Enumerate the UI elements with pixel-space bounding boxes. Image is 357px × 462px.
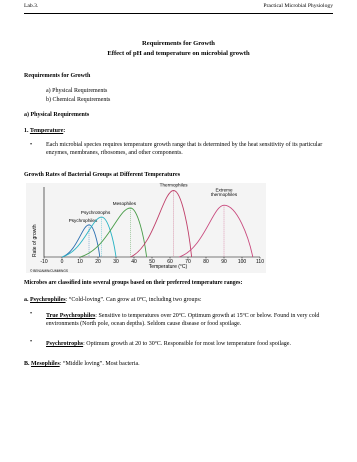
degree-sup: o — [178, 311, 181, 316]
psychrotrophs-text1: : Optimum growth at 20 to 30 — [83, 341, 155, 347]
physical-requirements-heading: a) Physical Requirements — [24, 112, 90, 118]
psychrophiles-unit: C, including two groups: — [141, 297, 202, 303]
x-tick-label: 40 — [131, 259, 137, 265]
classification-intro: Microbes are classified into several groups based on their preferred temperature ranges: — [24, 280, 243, 286]
header-lab-number: Lab.3. — [24, 3, 39, 9]
header-course-title: Practical Microbial Physiology — [263, 3, 333, 9]
x-tick-label: 0 — [60, 259, 64, 265]
x-tick-label: 10 — [77, 259, 83, 265]
true-psychrophiles-label: True Psychrophiles — [46, 313, 96, 319]
x-tick-label: 80 — [203, 259, 209, 265]
psychrotrophs-text2: C. Responsible for most low temperature food spoilage. — [156, 341, 291, 347]
temperature-label: Temperature — [29, 128, 64, 134]
psychrophiles-line — [24, 294, 202, 304]
x-axis-label: Temperature (°C) — [148, 264, 188, 270]
x-tick-label: 70 — [185, 259, 191, 265]
chart-credit: © BENJAMIN/CUMMINGS — [30, 269, 68, 273]
series-label: Thermophiles — [159, 183, 188, 188]
temperature-number: 1. — [24, 128, 29, 134]
psychrophiles-label: Psychrophiles — [30, 297, 66, 303]
list-item-physical: a) Physical Requirements — [46, 88, 108, 94]
x-tick-label: 50 — [149, 259, 155, 265]
bullet-icon: • — [30, 311, 33, 317]
bullet-icon: • — [30, 142, 33, 148]
series-label: Psychrotrophs — [80, 210, 111, 216]
list-item-chemical: b) Chemical Requirements — [46, 97, 111, 103]
degree-sup: o — [242, 311, 245, 316]
x-tick-label: 20 — [95, 259, 101, 265]
mesophiles-label: Mesophiles — [31, 361, 60, 367]
psychrophiles-prefix: a. — [24, 297, 30, 303]
x-tick-label: -10 — [40, 259, 48, 265]
psychrotrophs-label: Psychrotrophs — [46, 341, 84, 347]
degree-sup: o — [154, 339, 157, 344]
x-tick-label: 100 — [237, 259, 247, 265]
x-tick-label: 60 — [167, 259, 173, 265]
bullet-icon: • — [30, 339, 33, 345]
mesophiles-desc: : “Middle loving”. Most bacteria. — [59, 361, 140, 367]
true-psychrophiles-text3: C or below. Found in very cold environments (North pole, ocean depths). Seldom cause disease or food spoilage. — [46, 313, 320, 328]
page-title: Requirements for Growth — [142, 40, 215, 47]
series-label: Extreme — [215, 187, 233, 193]
temperature-bullet-text: Each microbial species requires temperature growth range that is determined by the heat sensitivity of its particular enzymes, membranes, ribosomes, and other components. — [46, 142, 323, 157]
true-psychrophiles-text2: C. Optimum growth at 15 — [180, 313, 243, 319]
temperature-heading — [24, 127, 65, 135]
x-tick-label: 90 — [221, 259, 227, 265]
psychrophiles-desc: : “Cold-loving”. Can grow at 0 — [65, 297, 140, 303]
temperature-colon: : — [63, 128, 66, 134]
series-label: Mesophiles — [112, 201, 137, 206]
x-tick-label: 30 — [113, 259, 119, 265]
degree-sup: o — [139, 295, 142, 300]
series-label: thermophiles — [210, 192, 238, 198]
true-psychrophiles-text1: : Sensitive to temperatures over 20 — [95, 313, 179, 319]
true-psychrophiles-text — [46, 310, 336, 329]
running-header — [24, 3, 333, 14]
mesophiles-prefix: B. — [24, 361, 32, 367]
section-heading-requirements: Requirements for Growth — [24, 73, 91, 79]
psychrotrophs-text — [46, 338, 336, 348]
x-tick-label: 110 — [256, 259, 264, 265]
chart-heading: Growth Rates of Bacterial Groups at Different Temperatures — [24, 172, 181, 178]
growth-rate-chart — [26, 183, 266, 273]
y-axis-label: Rate of growth — [32, 224, 38, 257]
series-label: Psychrophiles — [68, 217, 98, 223]
mesophiles-line — [24, 360, 140, 368]
page-subtitle: Effect of pH and temperature on microbial growth — [107, 50, 250, 57]
